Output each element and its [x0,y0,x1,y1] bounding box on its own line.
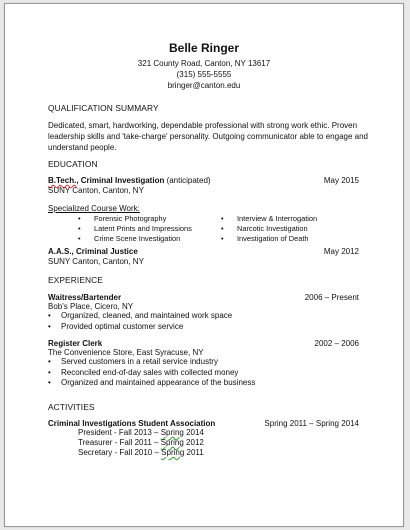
bullet-text: Reconciled end-of-day sales with collected money [61,367,239,377]
resume-page [4,3,404,527]
course-text: Investigation of Death [237,234,309,243]
course-item: • Investigation of Death [221,234,309,243]
btech-school: SUNY Canton, Canton, NY [48,186,144,195]
course-item: • Crime Scene Investigation [78,234,181,243]
bullet-text: Served customers in a retail service industry [61,357,218,366]
btech-date: May 2015 [323,176,359,185]
job-title: Waitress/Bartender [48,293,122,302]
btech-sep: , [76,176,81,185]
list-item: • Reconciled end-of-day sales with collected money [48,367,239,377]
role-season: Spring [160,438,184,447]
list-item: • Provided optimal customer service [48,321,184,331]
courses-right [221,214,317,244]
course-item: • Interview & Interrogation [221,214,318,223]
role-text: President - Fall 2013 – [78,428,161,437]
btech-degree-line [48,176,211,186]
course-item: • Latent Prints and Impressions [78,224,192,233]
course-text: Latent Prints and Impressions [94,224,192,233]
activity-role [78,438,204,448]
job-place: Bob's Place, Cicero, NY [48,302,134,311]
role-text: Treasurer - Fall 2011 – [78,438,161,447]
coursework-label: Specialized Course Work: [48,204,140,213]
role-year: 2012 [183,438,204,447]
role-season: Spring [161,448,185,457]
activity-role [78,428,204,438]
education-heading: EDUCATION [48,159,98,169]
btech-major: Criminal Investigation [80,176,165,185]
job-bullets [48,357,255,389]
course-item: • Forensic Photography [78,214,167,223]
course-text: Forensic Photography [94,214,167,223]
address: 321 County Road, Canton, NY 13617 [137,59,271,68]
course-text: Narcotic Investigation [237,224,308,233]
aas-degree: A.A.S., Criminal Justice [48,247,138,256]
role-year: 2014 [183,428,204,437]
job-title: Register Clerk [48,339,103,348]
bullet-text: Organized, cleaned, and maintained work space [61,311,233,320]
job-dates: 2006 – Present [304,293,359,302]
email: bringer@canton.edu [167,81,241,90]
role-season: Spring [160,428,184,437]
bullet-text: Organized and maintained appearance of the business [61,378,256,387]
qualification-heading: QUALIFICATION SUMMARY [48,103,159,113]
phone: (315) 555-5555 [176,70,232,79]
activity-role [78,448,204,458]
job-dates: 2002 – 2006 [314,339,359,348]
list-item: • Organized, cleaned, and maintained work space [48,311,233,320]
list-item: • Organized and maintained appearance of the business [48,378,256,387]
aas-school: SUNY Canton, Canton, NY [48,257,144,266]
experience-heading: EXPERIENCE [48,275,103,285]
course-text: Crime Scene Investigation [94,234,181,243]
course-item: • Narcotic Investigation [221,224,308,233]
role-year: 2011 [184,448,204,457]
btech-abbr: B.Tech. [48,176,77,185]
course-text: Interview & Interrogation [237,214,318,223]
activity-org: Criminal Investigations Student Association [48,419,216,428]
bullet-text: Provided optimal customer service [61,321,184,331]
qualification-text: Dedicated, smart, hardworking, dependable professional with strong work ethic. Proven leadership skills and 'take-charge' personality. Outgoing communicator able to engage and understand people. [48,121,368,152]
aas-date: May 2012 [323,247,359,256]
activities-heading: ACTIVITIES [48,402,95,412]
courses-left [78,214,192,244]
role-text: Secretary - Fall 2010 – [78,448,162,457]
list-item: • Served customers in a retail service industry [48,357,218,366]
job-place: The Convenience Store, East Syracuse, NY [48,348,204,357]
resume-name: Belle Ringer [168,41,240,55]
job-bullets [48,311,232,332]
btech-note: (anticipated) [164,176,211,185]
activity-dates: Spring 2011 – Spring 2014 [264,419,359,428]
